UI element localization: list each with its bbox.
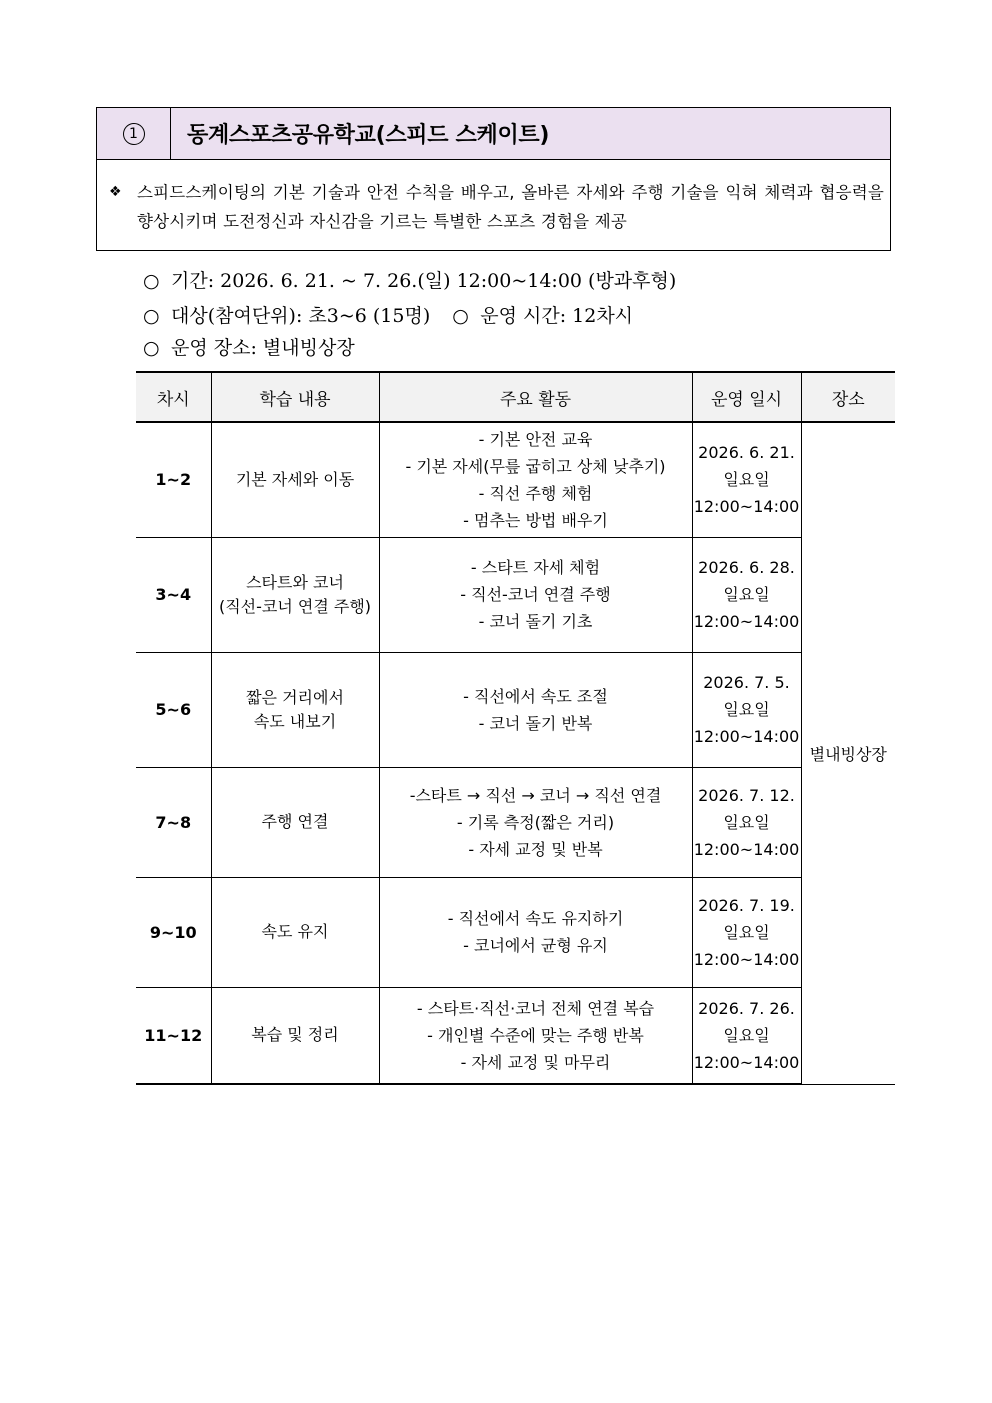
activities-cell: - 직선에서 속도 조절 - 코너 돌기 반복	[379, 652, 692, 767]
session-cell: 9~10	[136, 877, 211, 987]
activities-cell: - 직선에서 속도 유지하기 - 코너에서 균형 유지	[379, 877, 692, 987]
date-cell: 2026. 7. 12. 일요일 12:00~14:00	[692, 767, 801, 877]
period-text: 기간: 2026. 6. 21. ~ 7. 26.(일) 12:00~14:00 (방과후형)	[171, 270, 677, 292]
program-description	[97, 160, 890, 236]
info-period	[143, 266, 676, 293]
date-cell: 2026. 7. 5. 일요일 12:00~14:00	[692, 652, 801, 767]
program-title: 동계스포츠공유학교(스피드 스케이트)	[187, 123, 550, 148]
circle-marker-icon: ○	[143, 270, 160, 292]
title-row	[97, 108, 890, 160]
circle-marker-icon: ○	[452, 305, 469, 327]
location-text: 운영 장소: 별내빙상장	[171, 337, 355, 359]
activities-cell: - 기본 안전 교육 - 기본 자세(무릎 굽히고 상체 낮추기) - 직선 주행 체험 - 멈추는 방법 배우기	[379, 422, 692, 537]
activities-cell: - 스타트 자세 체험 - 직선-코너 연결 주행 - 코너 돌기 기초	[379, 537, 692, 652]
table-row	[136, 652, 895, 767]
date-cell: 2026. 7. 26. 일요일 12:00~14:00	[692, 987, 801, 1084]
place-cell: 별내빙상장	[801, 422, 895, 1084]
table-row	[136, 767, 895, 877]
schedule-table	[136, 371, 895, 1085]
description-text: 스피드스케이팅의 기본 기술과 안전 수칙을 배우고, 올바른 자세와 주행 기술을 익혀 체력과 협응력을 향상시키며 도전정신과 자신감을 기르는 특별한 스포츠 경험을 제공	[137, 183, 884, 231]
header-session: 차시	[136, 372, 211, 422]
session-cell: 5~6	[136, 652, 211, 767]
activities-cell: - 스타트·직선·코너 전체 연결 복습 - 개인별 수준에 맞는 주행 반복 - 자세 교정 및 마무리	[379, 987, 692, 1084]
program-number: 1	[123, 123, 145, 145]
date-cell: 2026. 6. 28. 일요일 12:00~14:00	[692, 537, 801, 652]
circle-marker-icon: ○	[143, 305, 160, 327]
target-text: 대상(참여단위): 초3~6 (15명)	[171, 305, 431, 327]
table-row	[136, 422, 895, 537]
program-title-box	[96, 107, 891, 251]
content-cell: 복습 및 정리	[211, 987, 379, 1084]
header-activities: 주요 활동	[379, 372, 692, 422]
date-cell: 2026. 6. 21. 일요일 12:00~14:00	[692, 422, 801, 537]
header-place: 장소	[801, 372, 895, 422]
circle-marker-icon: ○	[143, 337, 160, 359]
session-cell: 11~12	[136, 987, 211, 1084]
table-row	[136, 987, 895, 1084]
date-cell: 2026. 7. 19. 일요일 12:00~14:00	[692, 877, 801, 987]
program-number-cell	[97, 108, 171, 159]
header-date: 운영 일시	[692, 372, 801, 422]
content-cell: 속도 유지	[211, 877, 379, 987]
session-cell: 3~4	[136, 537, 211, 652]
table-row	[136, 537, 895, 652]
info-location	[143, 333, 355, 360]
info-target	[143, 301, 633, 328]
content-cell: 주행 연결	[211, 767, 379, 877]
session-cell: 1~2	[136, 422, 211, 537]
content-cell: 스타트와 코너 (직선-코너 연결 주행)	[211, 537, 379, 652]
content-cell: 기본 자세와 이동	[211, 422, 379, 537]
table-header-row	[136, 372, 895, 422]
sessions-text: 운영 시간: 12차시	[480, 305, 634, 327]
table-row	[136, 877, 895, 987]
content-cell: 짧은 거리에서 속도 내보기	[211, 652, 379, 767]
header-content: 학습 내용	[211, 372, 379, 422]
diamond-bullet-icon: ❖	[109, 184, 122, 200]
activities-cell: -스타트 → 직선 → 코너 → 직선 연결 - 기록 측정(짧은 거리) - 자세 교정 및 반복	[379, 767, 692, 877]
session-cell: 7~8	[136, 767, 211, 877]
